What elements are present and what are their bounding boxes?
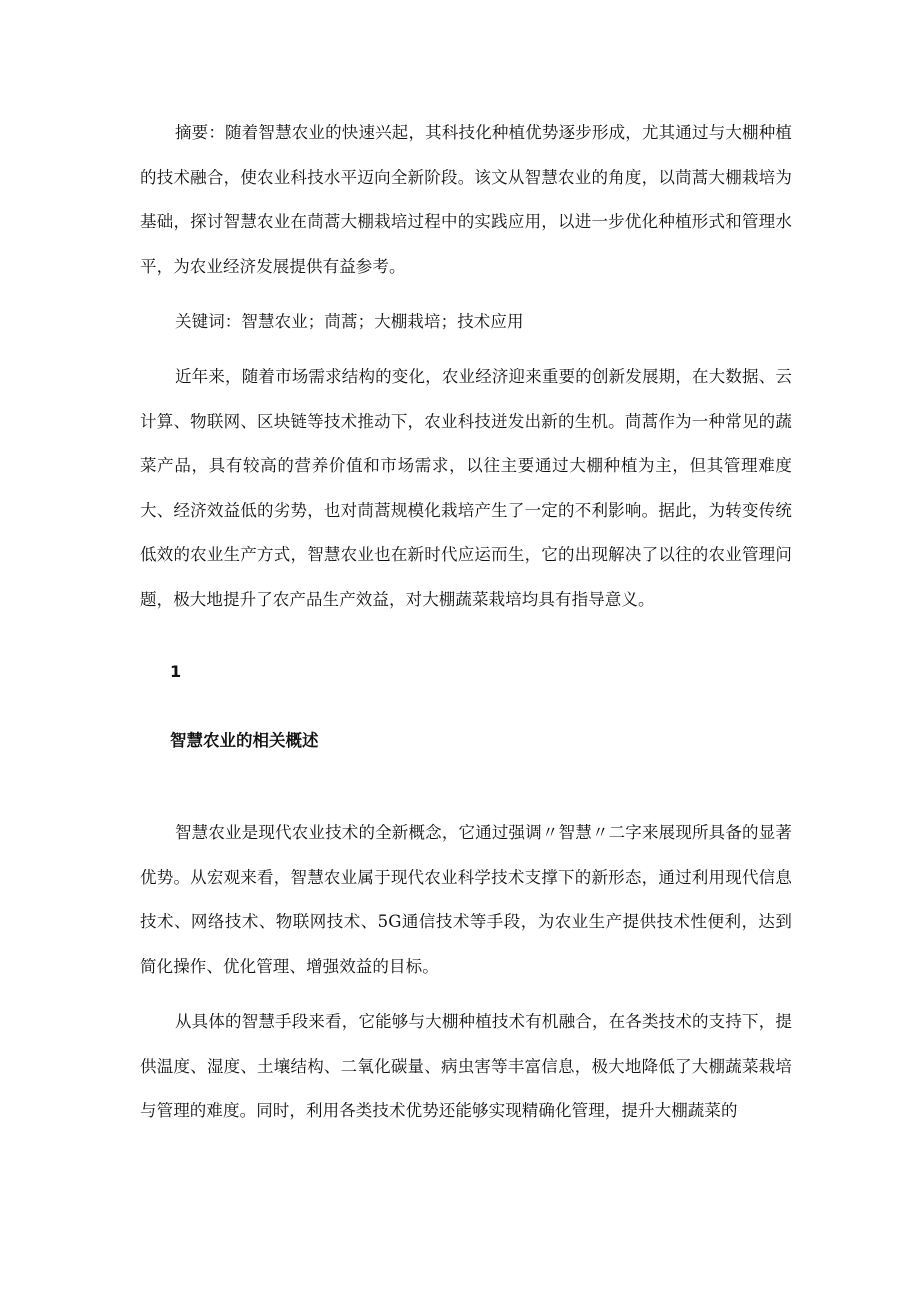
- section-number: 1: [170, 662, 182, 681]
- keywords-paragraph: 关键词：智慧农业；茼蒿；大棚栽培；技术应用: [175, 312, 524, 331]
- section-title: 智慧农业的相关概述: [170, 731, 319, 750]
- abstract-paragraph: 摘要：随着智慧农业的快速兴起，其科技化种植优势逐步形成，尤其通过与大棚种植的技术融合，使农业科技水平迈向全新阶段。该文从智慧农业的角度，以茼蒿大棚栽培为基础，探讨智慧农业在茼蒿大棚栽培过程中的实践应用，以进一步优化种植形式和管理水平，为农业经济发展提供有益参考。: [140, 123, 792, 276]
- section-paragraph: 智慧农业是现代农业技术的全新概念，它通过强调〃智慧〃二字来展现所具备的显著优势。从宏观来看，智慧农业属于现代农业科学技术支撑下的新形态，通过利用现代信息技术、网络技术、物联网技术、5G通信技术等手段，为农业生产提供技术性便利，达到简化操作、优化管理、增强效益的目标。: [140, 823, 792, 976]
- intro-paragraph: 近年来，随着市场需求结构的变化，农业经济迎来重要的创新发展期，在大数据、云计算、物联网、区块链等技术推动下，农业科技迸发出新的生机。茼蒿作为一种常见的蔬菜产品，具有较高的营养价值和市场需求，以往主要通过大棚种植为主，但其管理难度大、经济效益低的劣势，也对茼蒿规模化栽培产生了一定的不利影响。据此，为转变传统低效的农业生产方式，智慧农业也在新时代应运而生，它的出现解决了以往的农业管理问题，极大地提升了农产品生产效益，对大棚蔬菜栽培均具有指导意义。: [140, 367, 792, 609]
- section-paragraph: 从具体的智慧手段来看，它能够与大棚种植技术有机融合，在各类技术的支持下，提供温度、湿度、土壤结构、二氧化碳量、病虫害等丰富信息，极大地降低了大棚蔬菜栽培与管理的难度。同时，利用各类技术优势还能够实现精确化管理，提升大棚蔬菜的: [140, 1012, 792, 1120]
